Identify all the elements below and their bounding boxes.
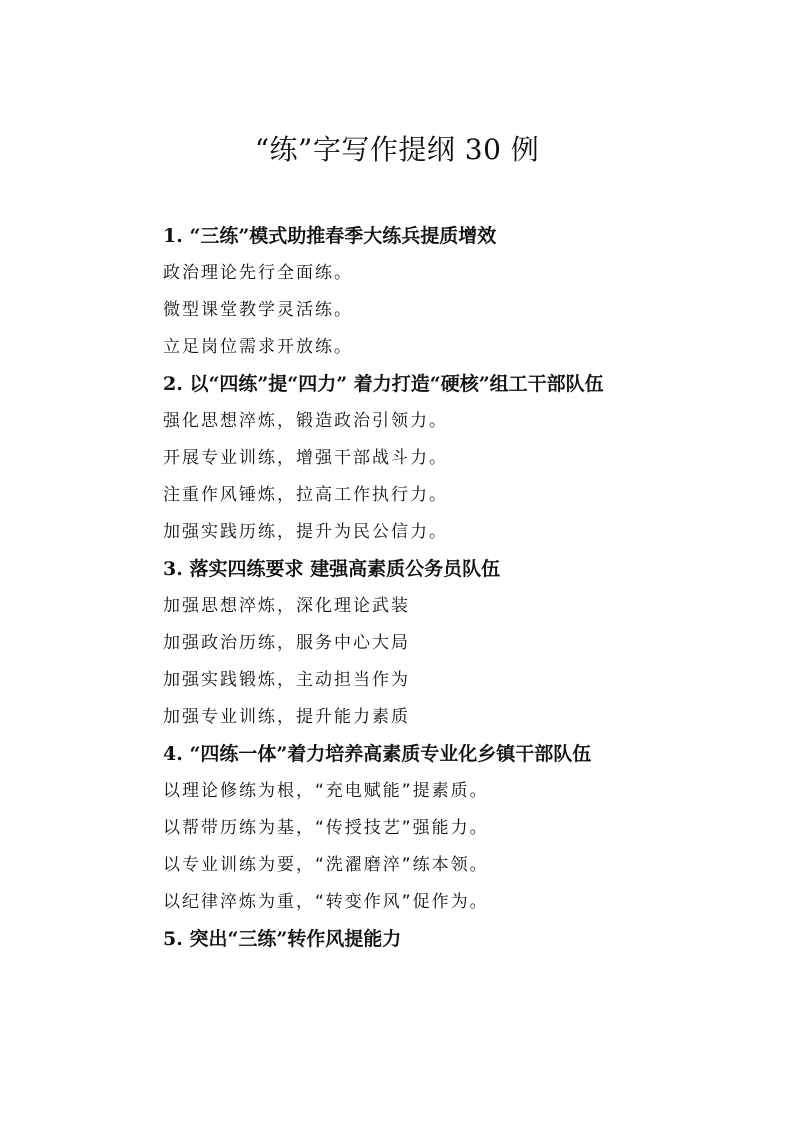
list-item: 政治理论先行全面练。 bbox=[163, 263, 353, 283]
list-item: 以理论修练为根，“充电赋能”提素质。 bbox=[163, 781, 489, 801]
list-item: 注重作风锤炼，拉高工作执行力。 bbox=[163, 485, 448, 505]
list-item: 加强实践锻炼，主动担当作为 bbox=[163, 670, 410, 690]
document-title: “练”字写作提纲 30 例 bbox=[254, 133, 540, 166]
list-item: 加强政治历练，服务中心大局 bbox=[163, 633, 410, 653]
section-3 bbox=[123, 551, 668, 736]
section-heading: 5. 突出“三练”转作风提能力 bbox=[163, 928, 402, 950]
section-heading: 1. “三练”模式助推春季大练兵提质增效 bbox=[163, 225, 497, 247]
list-item: 加强专业训练，提升能力素质 bbox=[163, 707, 410, 727]
list-item: 加强实践历练，提升为民公信力。 bbox=[163, 522, 448, 542]
section-1 bbox=[123, 218, 668, 366]
list-item: 以纪律淬炼为重，“转变作风”促作为。 bbox=[163, 892, 489, 912]
list-item: 立足岗位需求开放练。 bbox=[163, 337, 353, 357]
list-item: 开展专业训练，增强干部战斗力。 bbox=[163, 448, 448, 468]
section-heading: 3. 落实四练要求 建强高素质公务员队伍 bbox=[163, 558, 501, 580]
section-heading: 4. “四练一体”着力培养高素质专业化乡镇干部队伍 bbox=[163, 743, 592, 765]
document-body bbox=[123, 218, 668, 958]
section-4 bbox=[123, 736, 668, 921]
section-5 bbox=[123, 921, 668, 958]
list-item: 以专业训练为要，“洗濯磨淬”练本领。 bbox=[163, 855, 489, 875]
list-item: 强化思想淬炼，锻造政治引领力。 bbox=[163, 411, 448, 431]
list-item: 微型课堂教学灵活练。 bbox=[163, 300, 353, 320]
list-item: 加强思想淬炼，深化理论武装 bbox=[163, 596, 410, 616]
list-item: 以帮带历练为基，“传授技艺”强能力。 bbox=[163, 818, 489, 838]
section-2 bbox=[123, 366, 668, 551]
section-heading: 2. 以“四练”提“四力” 着力打造“硬核”组工干部队伍 bbox=[163, 373, 604, 395]
